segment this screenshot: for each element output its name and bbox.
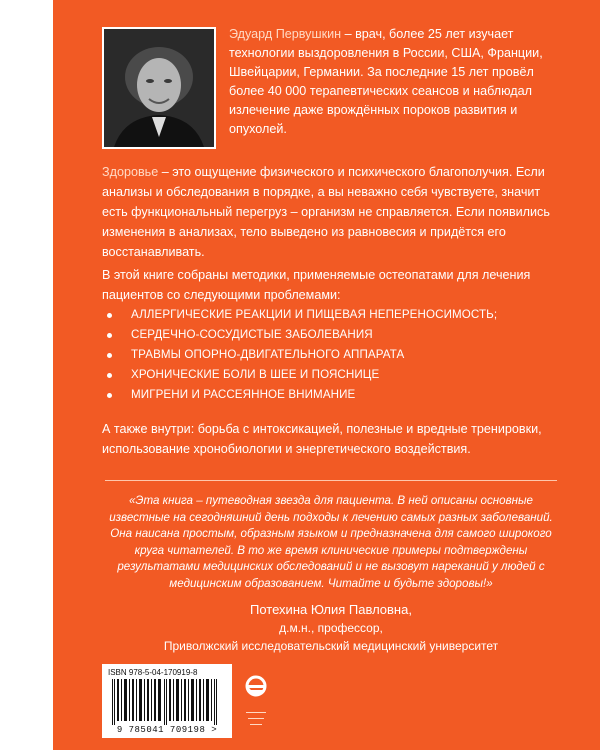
problem-item bbox=[105, 345, 555, 365]
bullet-icon bbox=[107, 393, 112, 398]
also-inside-paragraph: А также внутри: борьба с интоксикацией, полезные и вредные тренировки, использование хронобиологии и энергетического воздействия. bbox=[102, 422, 542, 456]
problem-item bbox=[105, 385, 555, 405]
reviewer-title: д.м.н., профессор, bbox=[279, 621, 383, 635]
review-quote: «Эта книга – путеводная звезда для пациента. В ней описаны основные известные на сегодняшний день подходы к лечению самых разных заболеваний. Она наисана простым, образным языком и предназначена для самого широкого круга читателей. В то же время клинические примеры подтверждены результатами медицинских обследований и не вызовут нареканий у людей с медицинским образованием. Читайте и будьте здоровы!» bbox=[109, 494, 553, 590]
author-photo bbox=[102, 27, 216, 149]
problem-item bbox=[105, 365, 555, 385]
author-bio bbox=[229, 25, 559, 139]
problem-item bbox=[105, 325, 555, 345]
reviewer-org: Приволжский исследовательский медицинский университет bbox=[163, 639, 499, 653]
isbn-label: ISBN 978-5-04-170919-8 bbox=[108, 668, 198, 677]
intro-text: – это ощущение физического и психического благополучия. Если анализы и обследования в порядке, а вы неважно себя чувствуете, значит есть функциональный перегруз – организм не справляется. Если появились изменения в анализах, тело выведено из равновесия и придётся его восстанавливать. bbox=[102, 165, 550, 259]
bullet-icon bbox=[107, 373, 112, 378]
bullet-icon bbox=[107, 353, 112, 358]
reviewer-signature bbox=[103, 601, 559, 655]
intro-paragraph bbox=[102, 162, 558, 262]
bullet-icon bbox=[107, 313, 112, 318]
problems-list bbox=[105, 305, 555, 405]
section-divider bbox=[105, 480, 557, 481]
reviewer-name: Потехина Юлия Павловна, bbox=[250, 602, 412, 617]
intro-highlight: Здоровье bbox=[102, 165, 159, 179]
problem-item bbox=[105, 305, 555, 325]
problem-item-text: ТРАВМЫ ОПОРНО-ДВИГАТЕЛЬНОГО АППАРАТА bbox=[131, 348, 405, 361]
methods-intro: В этой книге собраны методики, применяемые остеопатами для лечения пациентов со следующими проблемами: bbox=[102, 268, 531, 302]
isbn-digits: 9 785041 709198 > bbox=[116, 725, 218, 735]
bullet-icon bbox=[107, 333, 112, 338]
problem-item-text: АЛЛЕРГИЧЕСКИЕ РЕАКЦИИ И ПИЩЕВАЯ НЕПЕРЕНОСИМОСТЬ; bbox=[131, 308, 498, 321]
barcode bbox=[102, 664, 232, 738]
author-name: Эдуард Первушкин bbox=[229, 27, 342, 41]
author-bio-text: – врач, более 25 лет изучает технологии выздоровления в России, США, Франции, Швейцарии, Германии. За последние 15 лет провёл более 40 000 терапевтических сеансов и наблюдал излечение даже врождённых пороков развития и опухолей. bbox=[229, 27, 543, 136]
problem-item-text: МИГРЕНИ И РАССЕЯННОЕ ВНИМАНИЕ bbox=[131, 388, 356, 401]
back-cover bbox=[53, 0, 600, 750]
problem-item-text: ХРОНИЧЕСКИЕ БОЛИ В ШЕЕ И ПОЯСНИЦЕ bbox=[131, 368, 380, 381]
barcode-bars bbox=[108, 679, 226, 725]
problem-item-text: СЕРДЕЧНО-СОСУДИСТЫЕ ЗАБОЛЕВАНИЯ bbox=[131, 328, 373, 341]
author-portrait-image bbox=[104, 29, 214, 147]
publisher-logo-icon bbox=[243, 664, 269, 734]
